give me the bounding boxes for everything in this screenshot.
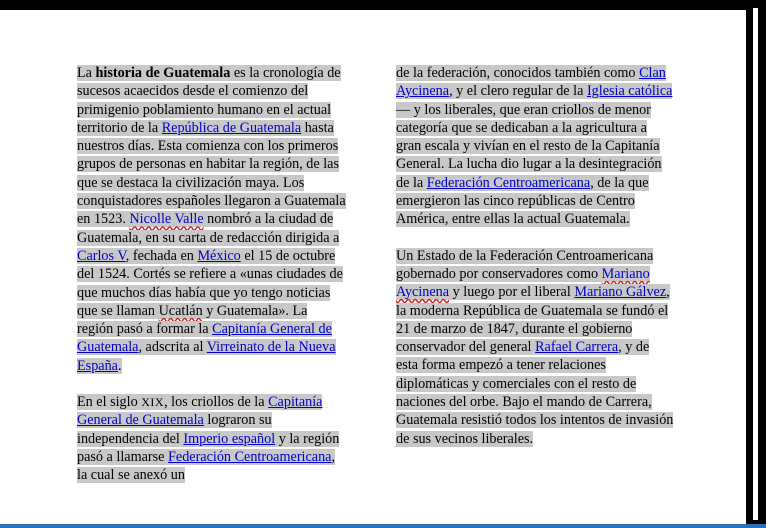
link-mexico[interactable]: México [197,247,241,264]
bold-term: historia de Guatemala [95,65,231,81]
link-iglesia-catolica[interactable]: Iglesia católica [586,83,673,100]
text-column-right[interactable] [396,64,674,448]
paragraph[interactable] [396,64,674,229]
link-federacion-centroamericana[interactable]: Federación Centroamericana [168,448,332,465]
paragraph[interactable] [396,247,674,448]
paragraph[interactable] [77,393,347,484]
link-imperio-espanol[interactable]: Imperio español [183,430,276,447]
window-frame-right [746,0,766,528]
link-rafael-carrera[interactable]: Rafael Carrera [535,339,619,356]
text-column-left[interactable] [77,64,347,485]
roman-numeral: XIX [141,395,165,410]
link-capitania-general[interactable]: Capitanía General de Guatemala [77,394,323,429]
link-nicolle-valle[interactable]: Nicolle Valle [129,211,204,228]
misspelled-word[interactable]: Ucatlán [158,302,203,319]
link-federacion-centroamericana[interactable]: Federación Centroamericana [426,174,591,191]
link-mariano-aycinena[interactable]: Mariano Aycinena [396,265,650,301]
selected-text[interactable]: de la federación, conocidos también como Clan Aycinena, y el clero regular de la Iglesia católica— y los liberales, que eran criollos de menor categoría que se dedicaban a la agricultura a gran escala y vivían en el resto de la Capitanía General. La lucha dio lugar a la desintegración de la Federación Centroamericana, de la que emergieron las cinco repúblicas de Centro América, entre ellas la actual Guatemala. [396,65,673,228]
paragraph[interactable] [77,64,347,375]
link-virreinato-nueva-espana[interactable]: Virreinato de la Nueva España [77,339,336,374]
link-capitania-general[interactable]: Capitanía General de Guatemala [77,321,332,356]
link-republica-de-guatemala[interactable]: República de Guatemala [161,119,302,136]
selected-text[interactable]: Un Estado de la Federación Centroamericana gobernado por conservadores como Mariano Aycinena y luego por el liberal Mariano Gálvez, la moderna República de Guatemala se fundó el 21 de marzo de 1847, durante el gobierno conservador del general Rafael Carrera, y de esta forma empezó a tener relaciones diplomáticas y comerciales con el resto de naciones del orbe. Bajo el mando de Carrera, Guatemala resistió todos los intentos de invasión de sus vecinos liberales. [396,247,674,447]
window-frame-bottom [0,524,766,528]
link-mariano-galvez[interactable]: Mariano Gálvez [574,284,667,301]
link-clan-aycinena[interactable]: Clan Aycinena [396,65,666,100]
selected-text[interactable]: En el siglo XIX, los criollos de la Capitanía General de Guatemala lograron su independencia del Imperio español y la región pasó a llamarse Federación Centroamericana, la cual se anexó un [77,394,340,484]
selected-text[interactable]: La historia de Guatemala es la cronología de sucesos acaecidos desde el comienzo del primigenio poblamiento humano en el actual territorio de la República de Guatemala hasta nuestros días. Esta comienza con los primeros grupos de personas en habitar la región, de las que se destaca la civilización maya. Los conquistadores españoles llegaron a Guatemala en 1523. Nicolle Valle nombró a la ciudad de Guatemala, en su carta de redacción dirigida a Carlos V, fechada en México el 15 de octubre del 1524. Cortés se refiere a «unas ciudades de que muchos días había que yo tengo noticias que se llaman Ucatlán y Guatemala». La región pasó a formar la Capitanía General de Guatemala, adscrita al Virreinato de la Nueva España. [77,65,346,374]
link-carlos-v[interactable]: Carlos V [77,247,126,264]
window-frame-top [0,0,766,10]
document-page[interactable] [0,10,746,524]
